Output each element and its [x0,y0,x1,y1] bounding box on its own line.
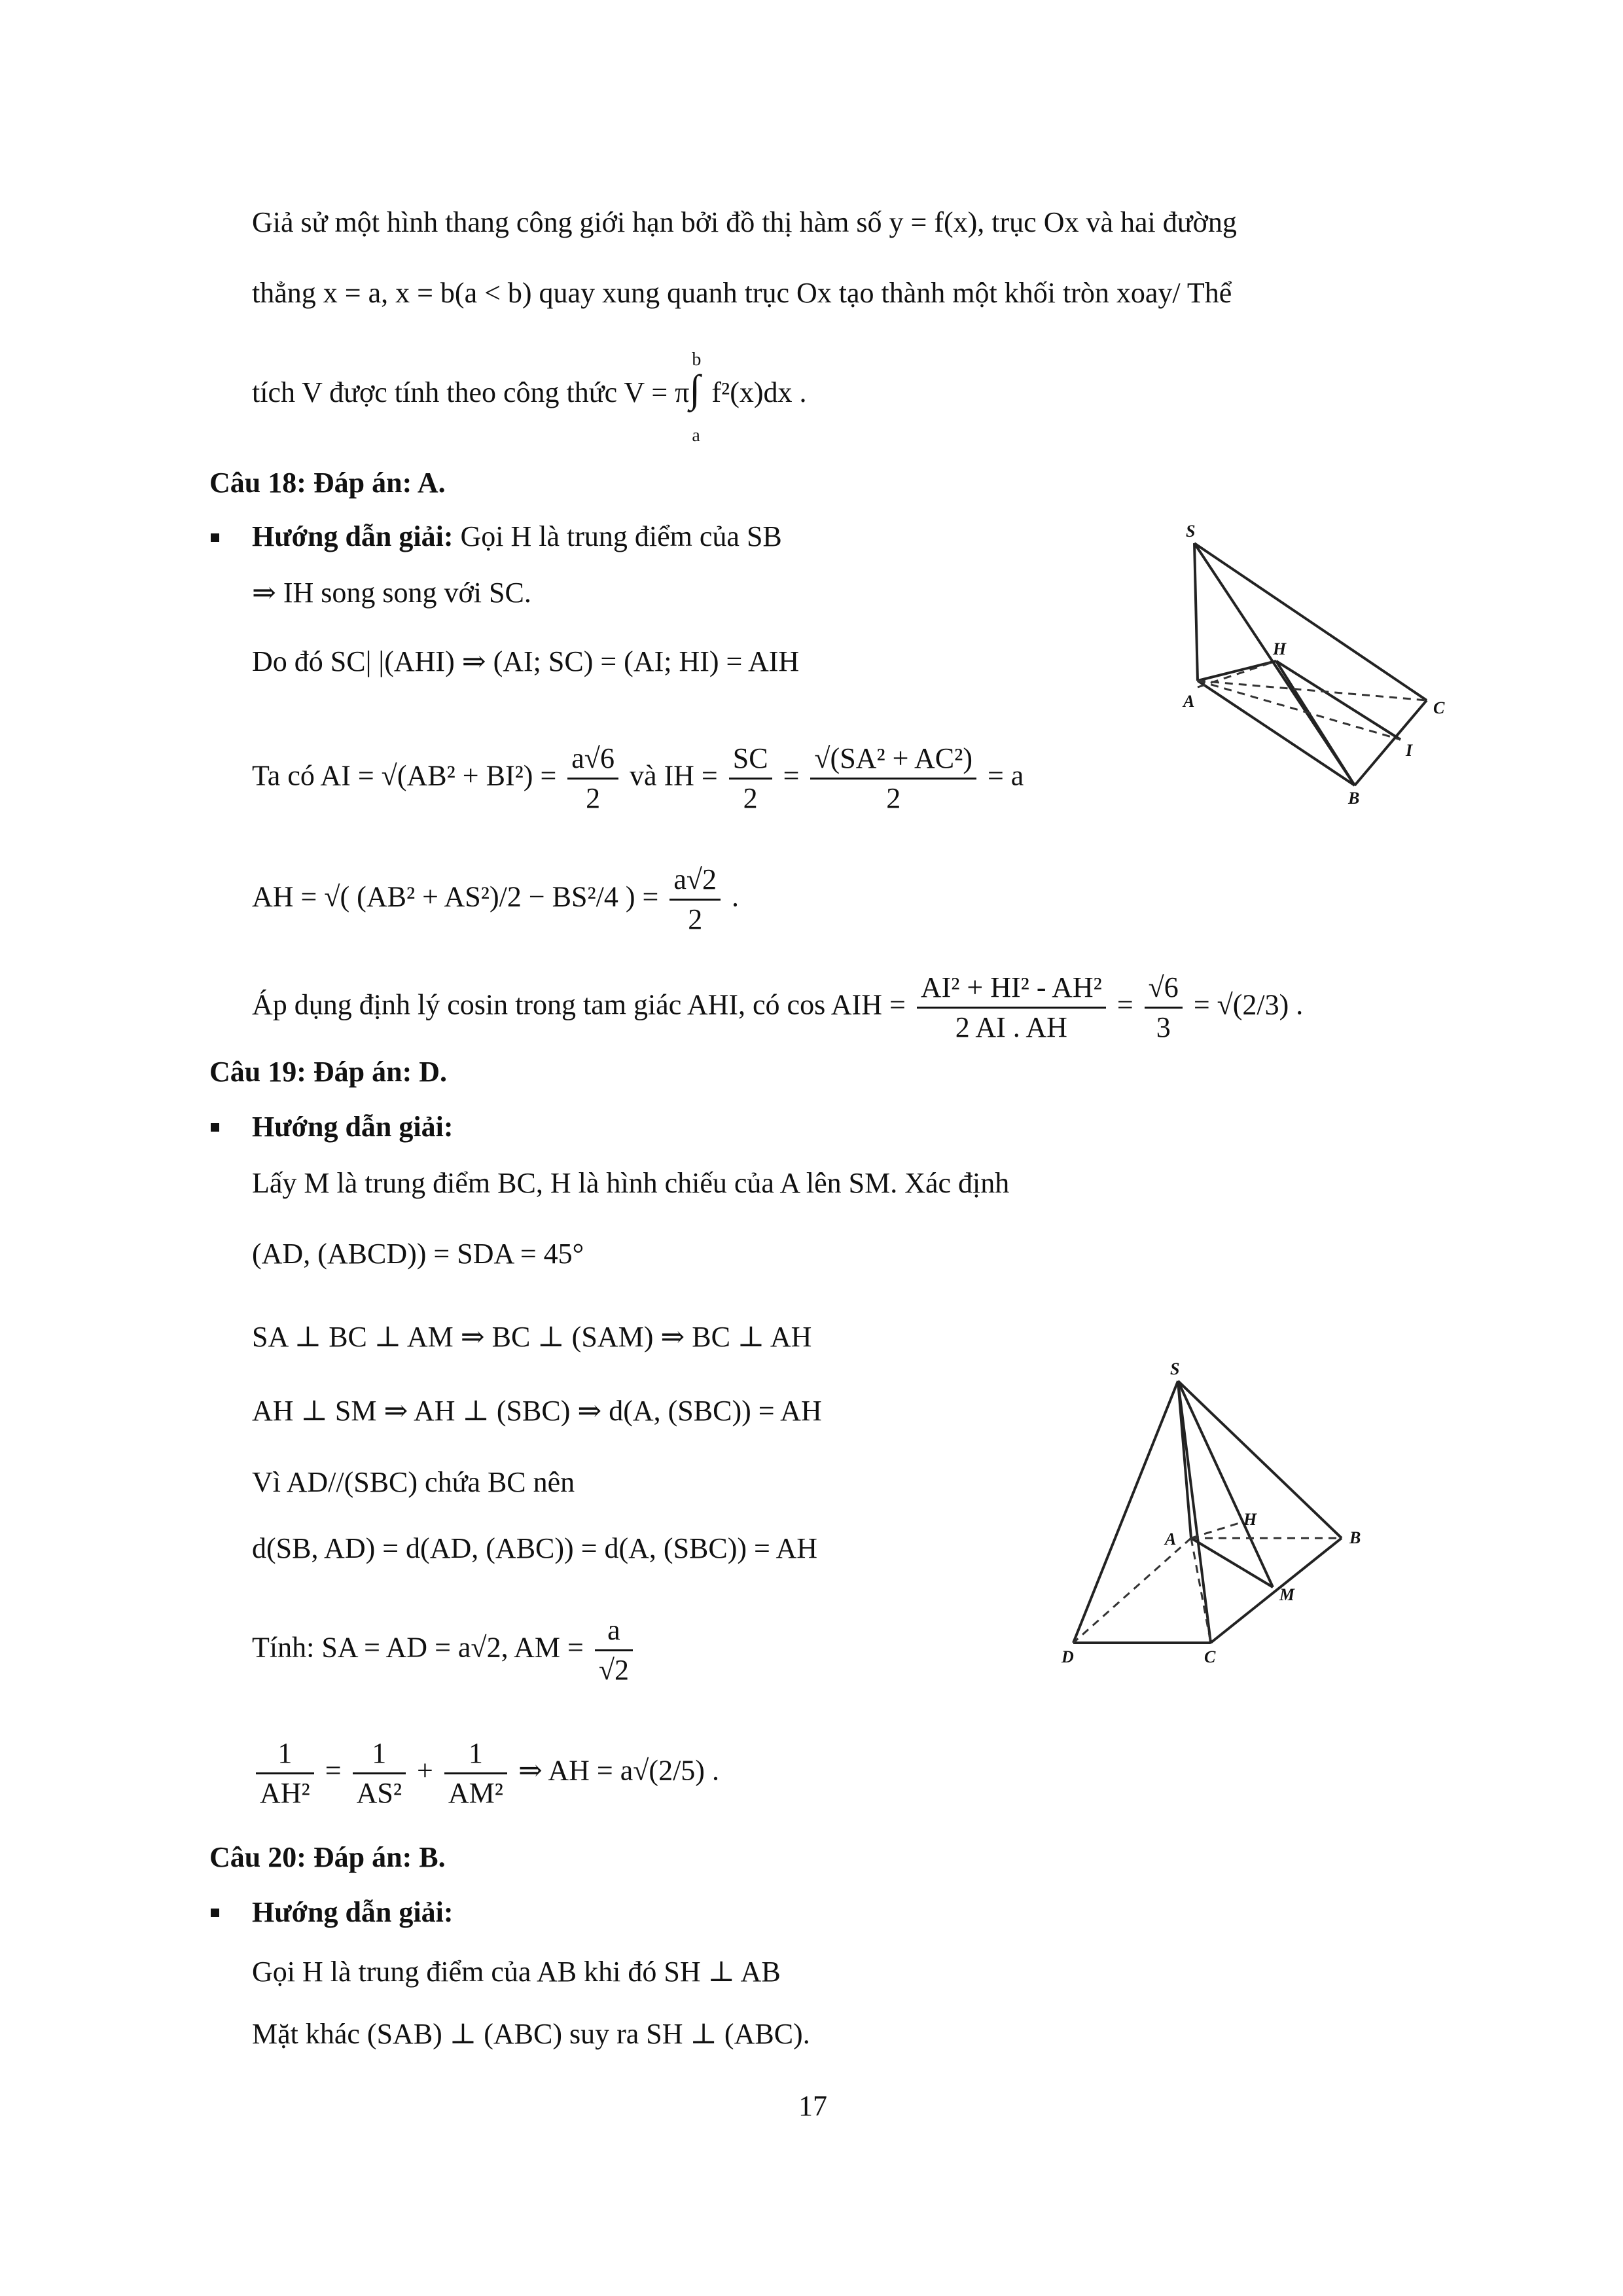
q19-line-2: (AD, (ABCD)) = SDA = 45° [252,1238,584,1270]
q18-frac-ah-den: 2 [688,903,703,935]
q19-line-5: Vì AD//(SBC) chứa BC nên [252,1466,575,1498]
q19-line-4: AH ⊥ SM ⇒ AH ⊥ (SBC) ⇒ d(A, (SBC)) = AH [252,1395,822,1427]
bullet-icon [211,533,219,542]
q18-line-6: Áp dụng định lý cosin trong tam giác AHI, có cos AIH = $\frac{\text{AI² + HI² - AH²}}{2 AI . AH}$ = $\frac{√6}{3}$ = √(2/3) . [252,969,1303,1047]
q18-guide-label: Hướng dẫn giải: [252,520,454,552]
q18-l5b: . [732,880,740,913]
integral-sign: ∫ [689,367,700,410]
q20-title: Câu 20: Đáp án: B. [209,1841,446,1873]
q19-frac-as-num: 1 [353,1734,406,1774]
fig1-label-c: C [1433,698,1445,717]
q18-frac-root6 [1145,969,1183,1047]
q19-line-3: SA ⊥ BC ⊥ AM ⇒ BC ⊥ (SAM) ⇒ BC ⊥ AH [252,1321,812,1353]
q18-frac-ai-den: 2 [586,782,601,814]
q20-guide-label: Hướng dẫn giải: [252,1896,454,1928]
q19-frac-ah-den: AH² [260,1777,310,1809]
q18-line-5 [252,861,739,939]
q19-l7a: Tính: SA = AD = a√2, AM = [252,1631,591,1664]
q18-frac-ah [669,861,721,939]
q19-line-6: d(SB, AD) = d(AD, (ABC)) = d(A, (SBC)) = AH [252,1532,817,1564]
q19-frac-am-den: √2 [598,1654,630,1686]
figure-pyramid-1 [1171,517,1446,805]
q19-line-1: Lấy M là trung điểm BC, H là hình chiếu của A lên SM. Xác định [252,1167,1010,1199]
q18-frac-ai-num: a√6 [567,740,618,780]
q19-frac-am-num: a [595,1611,633,1651]
q19-frac-as-den: AS² [356,1777,402,1809]
q19-l8b: ⇒ AH = a√(2/5) . [518,1754,719,1787]
fig1-label-a: A [1183,692,1195,711]
intro-line-1: Giả sử một hình thang công giới hạn bởi đồ thị hàm số y = f(x), trục Ox và hai đường [252,206,1237,238]
q20-line-2: Mặt khác (SAB) ⊥ (ABC) suy ra SH ⊥ (ABC). [252,2018,810,2050]
fig2-label-a: A [1165,1530,1177,1549]
q18-l6b: = √(2/3) . [1193,988,1304,1021]
q18-l4c: = a [987,759,1024,792]
fig1-label-i: I [1406,741,1413,760]
q18-frac-root6-num: √6 [1145,969,1183,1009]
q19-line-7 [252,1611,637,1689]
q20-line-1: Gọi H là trung điểm của AB khi đó SH ⊥ AB [252,1956,781,1988]
q18-l6a: Áp dụng định lý cosin trong tam giác AHI, có cos AIH = [252,988,913,1021]
q18-frac-cos-num: AI² + HI² - AH² [917,969,1106,1009]
q19-frac-am [595,1611,633,1689]
q18-frac-sc-num: SC [729,740,772,780]
q19-frac-ah [256,1734,314,1812]
q19-frac-am2-num: 1 [444,1734,507,1774]
q19-frac-am2 [444,1734,507,1812]
q18-frac-sa-num: √(SA² + AC²) [810,740,976,780]
fig1-label-s: S [1186,522,1196,541]
q18-frac-sa [810,740,976,817]
q18-frac-sc [729,740,772,817]
q18-l4a: Ta có AI = √(AB² + BI²) = [252,759,564,792]
q19-frac-ah-num: 1 [256,1734,314,1774]
intro-line-3 [252,350,807,446]
integral-upper: b [692,350,702,370]
fig2-label-h: H [1243,1510,1257,1529]
q18-frac-cos [917,969,1106,1047]
q18-frac-ai [567,740,618,817]
q18-frac-sc-den: 2 [743,782,758,814]
q19-frac-as [353,1734,406,1812]
q19-guide-label: Hướng dẫn giải: [252,1111,454,1143]
fig2-label-d: D [1061,1647,1074,1666]
page-number: 17 [798,2090,827,2122]
bullet-icon [211,1123,219,1132]
q19-line-8: $\frac{1}{\text{AH²}}$ = $\frac{1}{\text{AS²}}$ + $\frac{1}{\text{AM²}}$ ⇒ AH = a√(2/5) . [252,1734,719,1812]
bullet-icon [211,1909,219,1917]
intro-line-3-rest: f²(x)dx . [711,376,807,408]
figure-pyramid-2 [1054,1335,1368,1676]
q18-frac-root6-den: 3 [1156,1011,1171,1043]
q18-frac-sa-den: 2 [886,782,901,814]
fig2-label-c: C [1204,1647,1216,1666]
fig2-label-b: B [1349,1528,1361,1547]
q19-frac-am2-den: AM² [448,1777,503,1809]
q18-l4b: và IH = [629,759,725,792]
intro-line-2: thẳng x = a, x = b(a < b) quay xung quanh trục Ox tạo thành một khối tròn xoay/ Thể [252,277,1232,309]
fig1-label-h: H [1273,639,1287,658]
q18-l5a: AH = √( (AB² + AS²)/2 − BS²/4 ) = [252,880,666,913]
q18-frac-ah-num: a√2 [669,861,721,901]
integral-lower: a [692,425,700,446]
q18-line-4: Ta có AI = √(AB² + BI²) = $\frac{a√6}{2}$ và IH = $\frac{SC}{2}$ = $\frac{\text{√(SA² + AC²)}}{2}$ = a [252,740,1024,817]
fig2-label-s: S [1170,1359,1180,1378]
intro-line-3-text: tích V được tính theo công thức V = π [252,376,690,408]
q19-title: Câu 19: Đáp án: D. [209,1056,448,1088]
q18-frac-cos-den: 2 AI . AH [955,1011,1067,1043]
q18-guide [252,518,782,555]
q18-line-2: ⇒ IH song song với SC. [252,577,531,609]
fig2-label-m: M [1279,1585,1295,1604]
fig1-label-b: B [1348,789,1360,805]
q18-guide-text: Gọi H là trung điểm của SB [453,520,782,552]
q18-title: Câu 18: Đáp án: A. [209,467,446,499]
q18-line-3: Do đó SC| |(AHI) ⇒ (AI; SC) = (AI; HI) = AIH [252,645,800,677]
